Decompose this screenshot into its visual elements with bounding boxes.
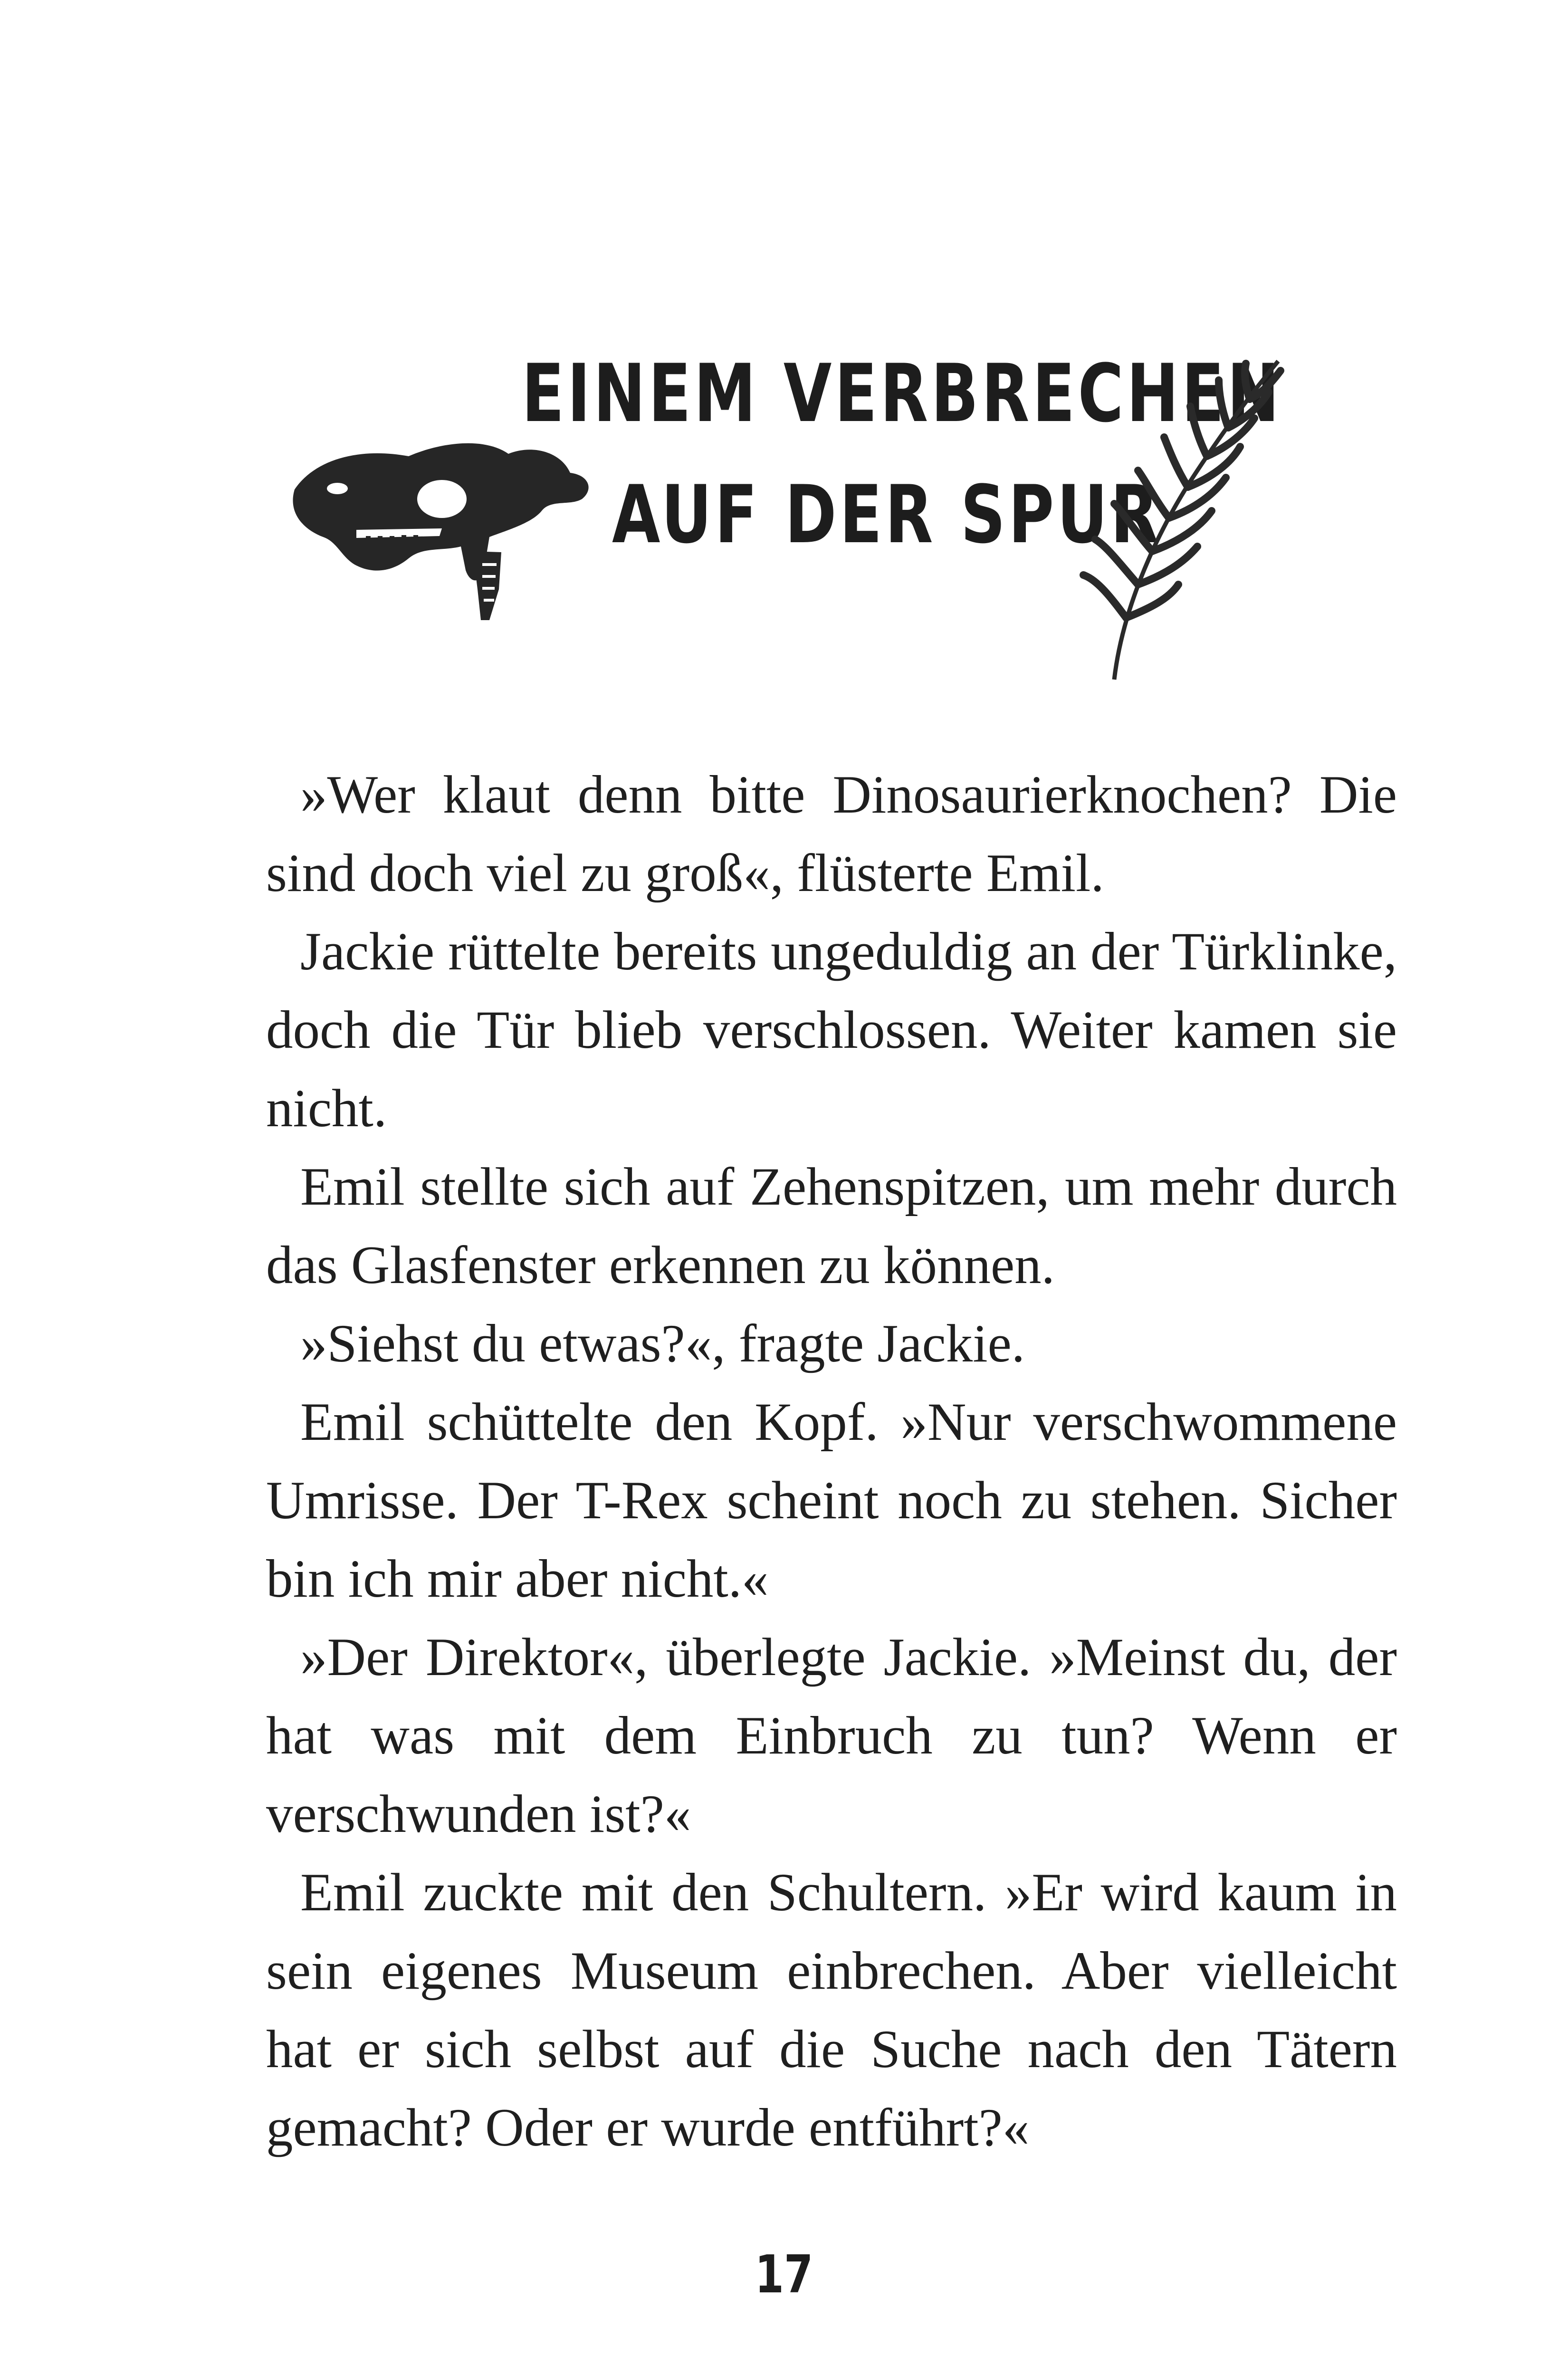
dinosaur-skull-icon <box>285 428 594 627</box>
chapter-title-line-1: EINEM VERBRECHEN <box>522 347 1282 440</box>
paragraph: Emil zuckte mit den Schultern. »Er wird kaum in sein eigenes Museum einbrechen. Aber vielleicht hat er sich selbst auf die Suche nach den Tätern gemacht? Oder er wurde entführt?« <box>266 1863 1397 2157</box>
paragraph: Emil stellte sich auf Zehenspitzen, um mehr durch das Glasfenster erkennen zu können. <box>266 1157 1397 1295</box>
paragraph: »Siehst du etwas?«, fragte Jackie. <box>300 1314 1025 1373</box>
page-number: 17 <box>755 2244 813 2305</box>
paragraph: Jackie rüttelte bereits ungeduldig an der Türklinke, doch die Tür blieb verschlossen. Weiter kamen sie nicht. <box>266 922 1397 1138</box>
paragraph: »Wer klaut denn bitte Dinosaurierknochen? Die sind doch viel zu groß«, flüsterte Emil. <box>266 765 1397 903</box>
body-text <box>266 756 1397 2167</box>
paragraph: »Der Direktor«, überlegte Jackie. »Meinst du, der hat was mit dem Einbruch zu tun? Wenn er verschwunden ist?« <box>266 1628 1397 1844</box>
fern-leaf-icon <box>1069 352 1297 684</box>
chapter-title-line-2: AUF DER SPUR <box>612 468 1162 561</box>
paragraph: Emil schüttelte den Kopf. »Nur verschwommene Umrisse. Der T-Rex scheint noch zu stehen. Sicher bin ich mir aber nicht.« <box>266 1392 1397 1609</box>
